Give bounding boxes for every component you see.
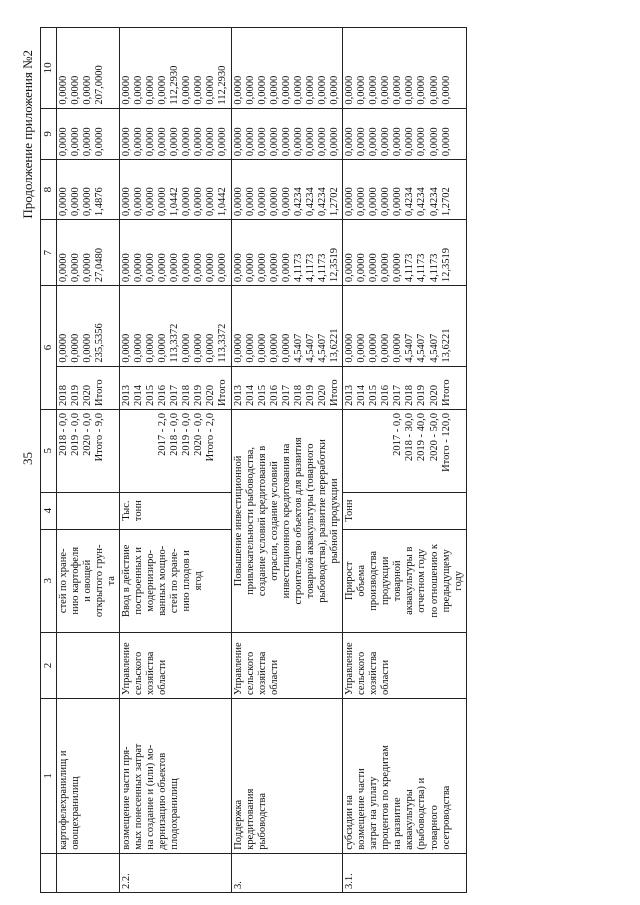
header-cell-5: 5 [41, 409, 57, 492]
funding-col-7: 0,0000 0,0000 0,0000 0,0000 0,0000 4,1173 4,1173 4,1173 12,3519 [343, 220, 467, 286]
header-cell-3: 3 [41, 529, 57, 632]
header-cell-9: 9 [41, 108, 57, 160]
total-funding: 0,0000 0,0000 0,0000 0,0000 0,0000 4,5407 4,5407 4,5407 13,6221 [231, 286, 343, 367]
header-cell-8: 8 [41, 160, 57, 220]
measure-name: картофелехранилищ и овощехранилищ [56, 698, 119, 853]
executor: Управление сельского хозяйства области [119, 632, 231, 698]
total-funding: 0,0000 0,0000 0,0000 0,0000 0,0000 4,5407 4,5407 4,5407 13,6221 [343, 286, 467, 367]
unit: Тонн [343, 492, 467, 529]
measure-name: субсидии на возмещение части затрат на уплату процентов по кредитам на развитие аквакультуры (рыбоводства) и товарного осетроводства [343, 698, 467, 853]
row-number: 3.1. [343, 853, 467, 892]
header-cell-10: 10 [41, 28, 57, 109]
page-number: 35 [20, 452, 35, 465]
target-values: 2017 - 2,0 2018 - 0,0 2019 - 0,0 2020 - 0,0 Итого - 2,0 [119, 409, 231, 492]
header-cell-4: 4 [41, 492, 57, 529]
header-row [41, 28, 57, 893]
indicator: стей по хране- нию картофеля и овощей открытого грун- та [56, 529, 119, 632]
indicator: Ввод в действие построенных и модернизиро- ванных мощно- стей по хране- нию плодов и ягод [119, 529, 231, 632]
total-funding: 0,0000 0,0000 0,0000 0,0000 113,3372 0,0000 0,0000 0,0000 113,3372 [119, 286, 231, 367]
funding-col-10: 0,0000 0,0000 0,0000 0,0000 0,0000 0,0000 0,0000 0,0000 0,0000 [343, 28, 467, 109]
row-number: 2.2. [119, 853, 231, 892]
funding-col-10: 0,0000 0,0000 0,0000 207,0000 [56, 28, 119, 109]
years: 2018 2019 2020 Итого [56, 366, 119, 409]
measure-name: Поддержка кредитования рыбоводства [231, 698, 343, 853]
executor: Управление сельского хозяйства области [231, 632, 343, 698]
table-row [56, 28, 119, 893]
merged-indicator: Повышение инвестиционной привлекательности рыбоводства, создание условий кредитования в отрасли, создание условий инвестиционного кредитования на строительство объектов для развития товарной аквакультуры (товарного рыбоводства), развитие переработки рыбной продукции [231, 409, 343, 632]
target-values: 2017 - 0,0 2018 - 30,0 2019 - 40,0 2020 - 50,0 Итого - 120,0 [343, 409, 467, 492]
header-cell-2: 2 [41, 632, 57, 698]
header-cell-6: 6 [41, 286, 57, 410]
total-funding: 0,0000 0,0000 0,0000 235,5356 [56, 286, 119, 367]
executor [56, 632, 119, 698]
funding-col-8: 0,0000 0,0000 0,0000 0,0000 1,0442 0,0000 0,0000 0,0000 1,0442 [119, 160, 231, 220]
funding-col-8: 0,0000 0,0000 0,0000 0,0000 0,0000 0,4234 0,4234 0,4234 1,2702 [231, 160, 343, 220]
target-values: 2018 - 0,0 2019 - 0,0 2020 - 0,0 Итого - 9,0 [56, 409, 119, 492]
funding-col-9: 0,0000 0,0000 0,0000 0,0000 0,0000 0,0000 0,0000 0,0000 0,0000 [119, 108, 231, 160]
funding-col-9: 0,0000 0,0000 0,0000 0,0000 0,0000 0,0000 0,0000 0,0000 0,0000 [231, 108, 343, 160]
measure-name: возмещение части пря- мых понесенных затрат на создание и (или) мо- дернизацию объектов плодохранилищ [119, 698, 231, 853]
indicator: Прирост объема производства продукции товарной аквакультуры в отчетном году по отношению к предыдущему году [343, 529, 467, 632]
funding-col-10: 0,0000 0,0000 0,0000 0,0000 0,0000 0,0000 0,0000 0,0000 0,0000 [231, 28, 343, 109]
table-row [231, 28, 343, 893]
years: 2013 2014 2015 2016 2017 2018 2019 2020 Итого [343, 366, 467, 409]
funding-col-8: 0,0000 0,0000 0,0000 1,4876 [56, 160, 119, 220]
executor: Управление сельского хозяйства области [343, 632, 467, 698]
funding-col-9: 0,0000 0,0000 0,0000 0,0000 0,0000 0,0000 0,0000 0,0000 0,0000 [343, 108, 467, 160]
funding-col-9: 0,0000 0,0000 0,0000 0,0000 [56, 108, 119, 160]
funding-col-7: 0,0000 0,0000 0,0000 0,0000 0,0000 4,1173 4,1173 4,1173 12,3519 [231, 220, 343, 286]
funding-col-7: 0,0000 0,0000 0,0000 0,0000 0,0000 0,0000 0,0000 0,0000 0,0000 [119, 220, 231, 286]
years: 2013 2014 2015 2016 2017 2018 2019 2020 Итого [231, 366, 343, 409]
row-number [56, 853, 119, 892]
table-row [343, 28, 467, 893]
years: 2013 2014 2015 2016 2017 2018 2019 2020 Итого [119, 366, 231, 409]
funding-col-10: 0,0000 0,0000 0,0000 0,0000 112,2930 0,0000 0,0000 0,0000 112,2930 [119, 28, 231, 109]
header-cell-7: 7 [41, 220, 57, 286]
unit: Тыс. тонн [119, 492, 231, 529]
funding-col-8: 0,0000 0,0000 0,0000 0,0000 0,0000 0,4234 0,4234 0,4234 1,2702 [343, 160, 467, 220]
unit [56, 492, 119, 529]
header-cell-no [41, 853, 57, 892]
funding-col-7: 0,0000 0,0000 0,0000 27,0480 [56, 220, 119, 286]
row-number: 3. [231, 853, 343, 892]
page-caption: Продолжение приложения №2 [20, 50, 35, 219]
table-row [119, 28, 231, 893]
header-cell-1: 1 [41, 698, 57, 853]
program-table [40, 27, 467, 893]
